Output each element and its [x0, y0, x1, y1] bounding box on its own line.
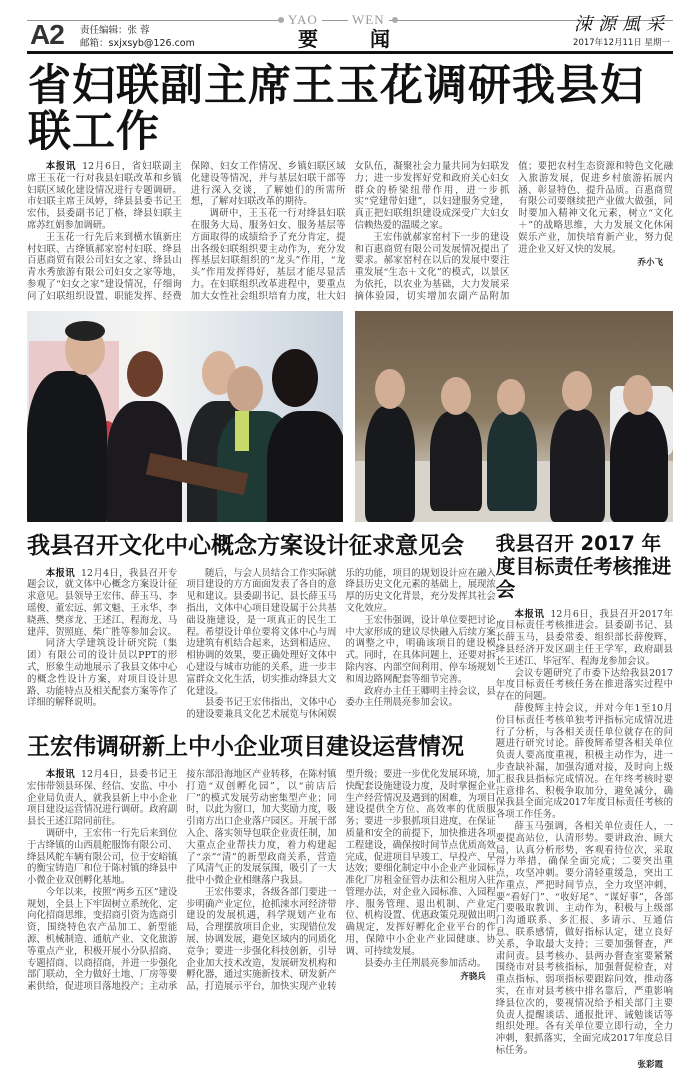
lower-section	[27, 532, 673, 1071]
masthead	[27, 0, 673, 57]
photo-outdoor-visit	[355, 311, 673, 522]
paragraph: 12月6日，我县召开2017年度目标责任考核推进会。县委副书记、县长薛玉马，县委常委、组织部长薛俊辉，绛县经济开发区副主任王学军，政府副县长王述江、毕冠军、程海龙参加会议。	[495, 608, 673, 667]
photo-row	[27, 311, 673, 522]
section-title: 要	[298, 27, 318, 51]
paragraph: 今年以来，按照“两乡五区”建设规划，全县上下牢固树立系统化、定向化招商思维，变招商引资为选商引资，围绕特色农产品加工、新型能源、机械制造、通航产业、文化旅游等重点产业，积极开展小分队招商、专题招商、以商招商，并进一步强化部门联动，全力做好土地、厂房等要素供给，促进项目落地投产；主动承接东部沿海地区产业转移，在陈村镇打造“双创孵化园”，以“前店后厂”的模式发展劳动密集型产业；同时，以此为窗口，加大奖励力度，吸引南方出口企业落户园区。开展干部入企、落实领导包联企业责任制，加大重点企业帮扶力度，着力构建起了“亲”“清”的新型政商关系，营造了风清气正的发展氛围，吸引了一大批中小微企业相继落户我县。	[27, 768, 337, 993]
paper-name-logo: 涑源風采	[574, 14, 670, 35]
headline: 我县召开 2017 年度目标责任考核推进会	[495, 531, 672, 601]
byline: 乔小飞	[637, 258, 663, 269]
section-pinyin: YAO	[284, 12, 322, 27]
paragraph: 王玉花一行先后来到横水镇新庄村妇联、古绛镇郝家窑村妇联、绛县百惠商贸有限公司妇女之家、绛县山青水秀旅游有限公司妇女之家等地，参观了“妇女之家”建设情况，仔细询问了妇联组织设置、职能发挥、经费保障、妇女工作情况、乡镇妇联区域化建设等情况，并与基层妇联干部等进行深入交谈，了解她们的所需所想，了解对妇联改革的期待。	[27, 161, 346, 302]
article-body	[27, 769, 496, 993]
section-pinyin: WEN	[348, 12, 389, 27]
lead-tag: 本报讯	[514, 608, 545, 620]
paragraph: 12月4日，县委书记王宏伟带领县环保、经信、安监、中小企业局负责人，就我县新上中小企业项目建设运营情况进行调研。政府副县长王述江陪同前往。	[27, 768, 178, 828]
lead-tag: 本报讯	[45, 567, 76, 579]
photo-indoor-visit	[27, 311, 343, 522]
article-body	[27, 568, 496, 721]
left-column	[27, 532, 496, 994]
paragraph: 薛俊辉主持会议，并对今年1至10月份目标责任考核单独考评指标完成情况进行了分析，与各相关责任单位就存在的问题进行研究讨论。薛俊辉希望各相关单位负责人要高度重视，积极主动作为，进一步查缺补漏，加强沟通对接，及时向上级汇报我县指标完成情况。在年终考核时要注意排名、积极争取加分，避免减分，确保我县全面完成2017年度目标责任考核的各项工作任务。	[495, 702, 673, 821]
paragraph: 薛玉马强调，各相关单位责任人，一要提高站位，认清形势。要讲政治、顾大局，认真分析形势，客观看待位次，采取得力举措，确保全面完成；二要突出重点，攻坚冲刺。要分清轻重缓急，突出工作重点，严把时间节点，全力攻坚冲刺，要“看好门”、“收好尾”、“谋好事”，各部门要吸取教训、主动作为，积极与上级部门沟通联系、多汇报、多请示、互通信息、联系感情，做好指标认定，建立良好关系，争取最大支持；三要加强督查，严肃问责。县考核办、县两办督查室要紧紧围绕市对县考核指标，加强督促检查，对重点指标、弱项指标要跟踪问效，推动落实，在市对县考核中排名靠后，严重影响绛县位次的，要视情况给予相关部门主要负责人提醒谈话、通报批评、诫勉谈话等组织处理。各有关单位要立即行动，全力冲刺，狠抓落实，全面完成2017年度总目标任务。	[495, 820, 673, 1057]
editor-email: 邮箱：sxjxsyb@126.com	[80, 38, 195, 49]
article-womens-federation	[27, 63, 673, 303]
paragraph: 王宏伟就郝家窑村下一步的建设和百惠商贸有限公司发展情况提出了要求。郝家窑村在以后的发展中要注重发展“生态＋文化”的模式，以景区为依托，以农业为基础，大力发展采摘体验园，切实增加农副产品附加值；要把农村生态资源和特色文化融入旅游发展，促进乡村旅游拓展内涵、彰显特色、提升品质。百惠商贸有限公司要继续把产业做大做强，同时要加入精神文化元素，树立“文化＋”的战略思维，大力发展文化休闲娱乐产业，加快培育新产业，努力促进企业又好又快的发展。	[354, 161, 673, 302]
header-divider	[27, 51, 673, 54]
lead-tag: 本报讯	[45, 768, 76, 780]
headline: 我县召开文化中心概念方案设计征求意见会	[27, 532, 464, 559]
page-number: A2	[30, 19, 64, 50]
paragraph: 12月6日，省妇联副主席王玉花一行对我县妇联改革和乡镇妇联区域化建设情况进行专题调研。市妇联主席王凤婷，绛县县委书记王宏伟，县委副书记丁格，绛县妇联主席苏红娟参加调研。	[27, 161, 182, 231]
headline: 王宏伟调研新上中小企业项目建设运营情况	[27, 733, 464, 760]
paragraph: 会议专题研究了市委下达给我县2017年度目标责任考核任务在推进落实过程中存在的问题。	[495, 667, 673, 703]
byline: 齐骁兵	[460, 972, 486, 983]
paragraph: 调研中，王宏伟一行先后来到位于古绛镇的山西晨舵服饰有限公司、绛县风舵车辆有限公司，位于安峪镇的衡宝铸造厂和位于陈村镇的绛县中小微企业双创孵化基地。	[27, 827, 178, 887]
section-title: 闻	[370, 27, 390, 51]
paragraph: 县委书记王宏伟指出，文体中心的建设要兼具文化艺术展览与休闲娱乐的功能，项目的规划设计应在融入绛县历史文化元素的基础上，展现浓厚的历史文化背景，充分发挥其社会文化效应。	[186, 567, 496, 721]
paragraph: 12月4日，我县召开专题会议，就文体中心概念方案设计征求意见。县领导王宏伟、薛玉马、李瑶俊、董宏远、郭文魁、王永华、李晓燕、樊彦龙、王述江、程海龙、马建萍、贺照庭、柴广胜等参加会议。	[27, 567, 178, 638]
article-body	[27, 161, 673, 303]
headline: 省妇联副主席王玉花调研我县妇联工作	[28, 61, 644, 157]
issue-date: 2017年12月11日 星期一	[573, 38, 670, 48]
paragraph: 王宏伟要求，各级各部门要进一步明确产业定位，抢抓涑水河经济带建设的发展机遇，科学规划产业布局，合理摆放项目企业，实现错位发展、协调发展，避免区域内的同质化竞争；要进一步强化科技创新，引导企业加大技术改造，发展研发机构和孵化器，通过实施新技术、研发新产品，打造展示平台，加快实现产业转型升级；要进一步优化发展环境，加快配套设施建设力度，及时掌握企业生产经营情况及遇到的困难，为项目建设提供全方位、高效率的优质服务；要进一步狠抓项目进度，在保证质量和安全的前提下，加快推进各项工程建设，确保按时间节点优质高效完成，促进项目早竣工、早投产、早达效；要细化制定中小企业产业园标准化厂房租金征管办法和公租房入驻管理办法，对企业入园标准、入园程序、服务管理、退出机制、产业定位、机构设置、优惠政策兑现做出明确规定，发挥好孵化企业平台的作用，保障中小企业产业园健康、协调、可持续发展。	[186, 768, 496, 993]
byline: 张彩霞	[637, 1059, 663, 1070]
paragraph: 调研中，王玉花一行对绛县妇联在服务大局、服务妇女、服务基层等方面取得的成绩给予了充分肯定，提出各级妇联组织要主动作为，充分发挥基层妇联组织的“龙头”作用，“龙头”作用发挥得好，基层才能尽显活力。在妇联组织改革进程中，要重点加大女性社会组织培育力度，壮大妇女队伍，凝聚社会力量共同为妇联发力；进一步发挥好党和政府关心妇女群众的桥梁纽带作用，进一步抓实“党建带妇建”，以妇建服务党建，真正把妇联组织建设成深受广大妇女信赖热爱的温暖之家。	[190, 161, 510, 302]
lead-tag: 本报讯	[45, 161, 77, 172]
editor-info	[80, 24, 195, 50]
article-body	[496, 609, 673, 1071]
paragraph: 同济大学建筑设计研究院（集团）有限公司的设计员以PPT的形式，形象生动地展示了我县文体中心的概念性设计方案，对项目设计思路、功能特点及相关配套方案等作了详细的解释说明。	[27, 638, 178, 709]
article-target-assessment	[496, 532, 673, 1071]
article-sme-projects	[27, 733, 496, 993]
header-dot	[392, 17, 398, 23]
paragraph: 县委办主任荆晨亮参加活动。	[364, 957, 487, 969]
paragraph: 随后，与会人员结合工作实际就项目建设的方方面面发表了各自的意见和建议。县委副书记、县长薛玉马指出，文体中心项目建设属于公共基础设施建设，是一项真正的民生工程。希望设计单位要将文体中心与周边建筑有机结合起来，达到相适应、相协调的效果，要正确处理好文体中心建设与城市功能的关系，进一步丰富群众文化生活，切实推动绛县大文化建设。	[186, 567, 337, 697]
paragraph: 王宏伟强调，设计单位要把讨论中大家形成的建议尽快融入后续方案的调整之中，明确该项目的建设模式。同时，在具体问题上，还要对拆除内容、内部空间利用、停车场规划和周边路网配套等细节完善。	[345, 614, 496, 685]
article-culture-center	[27, 532, 496, 721]
editor-name: 责任编辑：张 蓉	[80, 25, 150, 36]
paragraph: 政府办主任王卿明主持会议，县委办主任荆晨亮参加会议。	[345, 685, 496, 709]
